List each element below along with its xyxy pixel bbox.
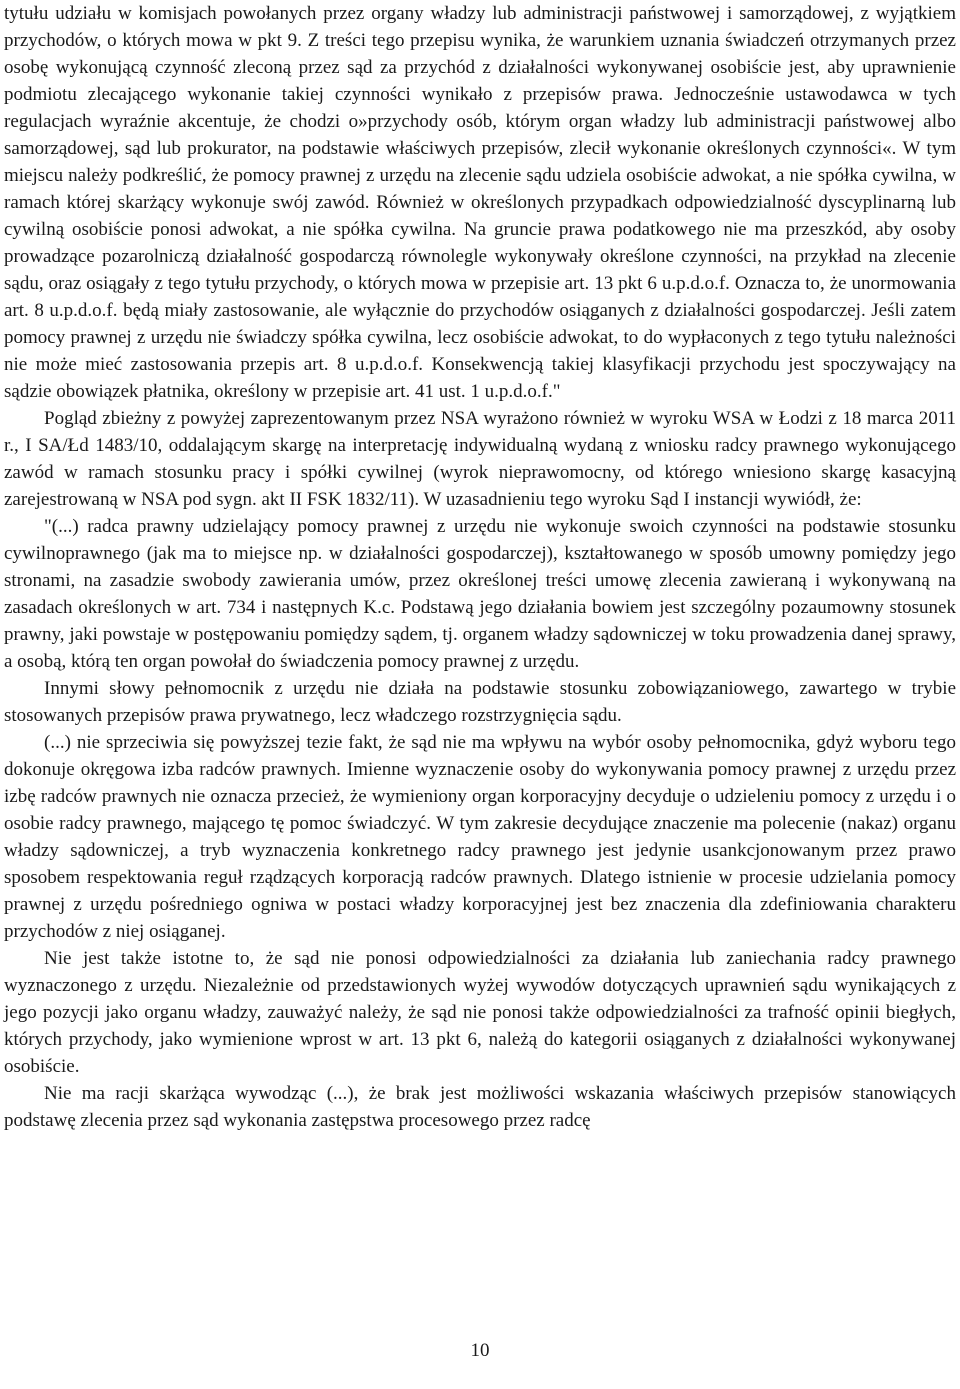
paragraph-5: (...) nie sprzeciwia się powyższej tezie fakt, że sąd nie ma wpływu na wybór osoby pełnomocnika, gdyż wyboru tego dokonuje okręgowa izba radców prawnych. Imienne wyznaczenie osoby do wykonywania pomocy prawnej z urzędu przez izbę radców prawnych nie oznacza przecież, że wymieniony organ korporacyjny decyduje o udzieleniu pomocy z urzędu i o osobie radcy prawnego, mającego tę pomoc świadczyć. W tym zakresie decydujące znaczenie ma polecenie (nakaz) organu władzy sądowniczej, a tryb wyznaczenia konkretnego radcy prawnego jest jedynie usankcjonowanym przez prawo sposobem respektowania reguł rządzących korporacją radców prawnych. Dlatego istnienie w procesie udzielania pomocy prawnej z urzędu pośredniego ogniwa w postaci władzy korporacyjnej jest bez znaczenia dla zdefiniowania charakteru przychodów z niej osiąganej. bbox=[4, 732, 956, 942]
paragraph-2: Pogląd zbieżny z powyżej zaprezentowanym przez NSA wyrażono również w wyroku WSA w Łodzi z 18 marca 2011 r., I SA/Łd 1483/10, oddalającym skargę na interpretację indywidualną wydaną z wniosku radcy prawnego wykonującego zawód w ramach stosunku pracy i spółki cywilnej (wyrok nieprawomocny, od którego wniesiono skargę kasacyjną zarejestrowaną w NSA pod sygn. akt II FSK 1832/11). W uzasadnieniu tego wyroku Sąd I instancji wywiódł, że: bbox=[4, 408, 956, 510]
paragraph-1: tytułu udziału w komisjach powołanych przez organy władzy lub administracji państwowej i samorządowej, z wyjątkiem przychodów, o których mowa w pkt 9. Z treści tego przepisu wynika, że warunkiem uznania świadczeń otrzymanych przez osobę wykonującą czynność zleconą przez sąd za przychód z działalności wykonywanej osobiście jest, aby uprawnienie podmiotu zlecającego wykonanie takiej czynności wynikało z przepisów prawa. Jednocześnie ustawodawca w tych regulacjach wyraźnie akcentuje, że chodzi o»przychody osób, którym organ władzy lub administracji państwowej albo samorządowej, sąd lub prokurator, na podstawie właściwych przepisów, zlecił wykonanie określonych czynności«. W tym miejscu należy podkreślić, że pomocy prawnej z urzędu na zlecenie sądu udziela osobiście adwokat, a nie spółka cywilna, w ramach której skarżący wykonuje swój zawód. Również w określonych przypadkach odpowiedzialność dyscyplinarną lub cywilną osobiście ponosi adwokat, a nie spółka cywilna. Na gruncie prawa podatkowego nie ma przeszkód, aby osoby prowadzące pozarolniczą działalność gospodarczą równolegle wykonywały określone czynności, na przykład na zlecenie sądu, oraz osiągały z tego tytułu przychody, o których mowa w przepisie art. 13 pkt 6 u.p.d.o.f. Oznacza to, że unormowania art. 8 u.p.d.o.f. będą miały zastosowanie, ale wyłącznie do przychodów osiąganych z działalności gospodarczej. Jeśli zatem pomocy prawnej z urzędu nie świadczy spółka cywilna, lecz osobiście adwokat, to do wypłaconych z tego tytułu należności nie może mieć zastosowania przepis art. 8 u.p.d.o.f. Konsekwencją takiej klasyfikacji przychodu jest spoczywający na sądzie obowiązek płatnika, określony w przepisie art. 41 ust. 1 u.p.d.o.f." bbox=[4, 3, 956, 402]
document-page bbox=[4, 0, 956, 1134]
paragraph-4: Innymi słowy pełnomocnik z urzędu nie działa na podstawie stosunku zobowiązaniowego, zawartego w trybie stosowanych przepisów prawa prywatnego, lecz władczego rozstrzygnięcia sądu. bbox=[4, 678, 956, 726]
paragraph-3: "(...) radca prawny udzielający pomocy prawnej z urzędu nie wykonuje swoich czynności na podstawie stosunku cywilnoprawnego (jak ma to miejsce np. w działalności gospodarczej), kształtowanego w sposób umowny pomiędzy jego stronami, na zasadzie swobody zawierania umów, przez określonej treści umowę zlecenia zawieraną i wykonywaną na zasadach określonych w art. 734 i następnych K.c. Podstawą jego działania bowiem jest szczególny pozaumowny stosunek prawny, jaki powstaje w postępowaniu pomiędzy sądem, tj. organem władzy sądowniczej w toku prowadzenia danej sprawy, a osobą, którą ten organ powołał do świadczenia pomocy prawnej z urzędu. bbox=[4, 516, 956, 672]
paragraph-6: Nie jest także istotne to, że sąd nie ponosi odpowiedzialności za działania lub zaniechania radcy prawnego wyznaczonego z urzędu. Niezależnie od przedstawionych wyżej wywodów dotyczących uprawnień sądu wynikających z jego pozycji jako organu władzy, zauważyć należy, że sąd nie ponosi także odpowiedzialności za trafność opinii biegłych, których przychody, jako wymienione wprost w art. 13 pkt 6, należą do kategorii osiąganych z działalności wykonywanej osobiście. bbox=[4, 948, 956, 1077]
paragraph-7: Nie ma racji skarżąca wywodząc (...), że brak jest możliwości wskazania właściwych przepisów stanowiących podstawę zlecenia przez sąd wykonania zastępstwa procesowego przez radcę bbox=[4, 1083, 956, 1131]
page-number: 10 bbox=[470, 1340, 490, 1361]
